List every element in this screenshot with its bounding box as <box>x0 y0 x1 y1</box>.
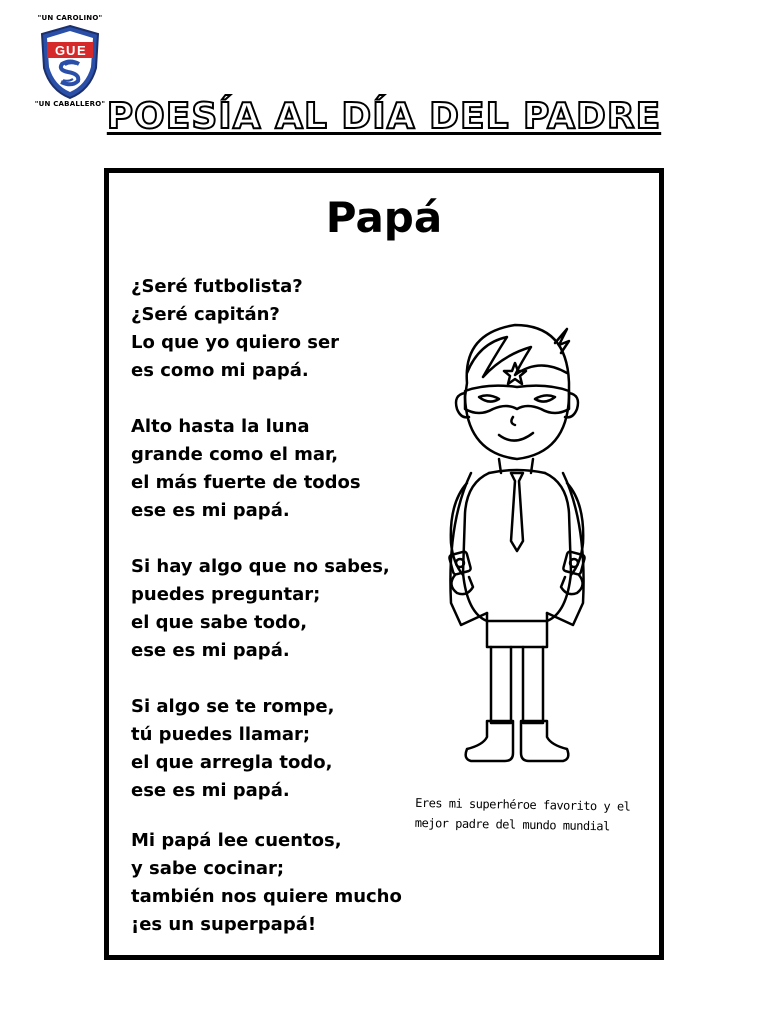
superhero-dad-icon <box>427 313 607 773</box>
poem-line: Lo que yo quiero ser <box>131 332 340 353</box>
logo-bottom-text: "UN CABALLERO" <box>34 100 106 108</box>
poem-line: puedes preguntar; <box>131 584 321 605</box>
caption-line-1: Eres mi superhéroe favorito y el <box>415 795 631 814</box>
logo-letter-g: G <box>55 43 66 58</box>
poem-line: es como mi papá. <box>131 360 309 381</box>
poem-line: el que arregla todo, <box>131 752 333 773</box>
poem-line: y sabe cocinar; <box>131 858 285 879</box>
poem-line: ese es mi papá. <box>131 640 290 661</box>
poem-line: también nos quiere mucho <box>131 886 402 907</box>
logo-letter-u: U <box>66 43 76 58</box>
poem-line: Alto hasta la luna <box>131 416 310 437</box>
logo-top-text: "UN CAROLINO" <box>37 14 103 22</box>
poem-line: tú puedes llamar; <box>131 724 311 745</box>
poem-frame <box>104 168 664 960</box>
poem-body <box>131 273 431 967</box>
stanza-3 <box>131 553 431 665</box>
shield-icon <box>38 24 102 100</box>
page-title: POESÍA AL DÍA DEL PADRE <box>106 96 662 137</box>
stanza-4 <box>131 693 431 805</box>
poem-line: ese es mi papá. <box>131 780 290 801</box>
caption <box>415 793 656 837</box>
stanza-1 <box>131 273 431 385</box>
poem-line: ¡es un superpapá! <box>131 914 317 935</box>
poem-line: grande como el mar, <box>131 444 339 465</box>
poem-line: ese es mi papá. <box>131 500 290 521</box>
poem-line: Si algo se te rompe, <box>131 696 335 717</box>
poem-line: ¿Seré capitán? <box>131 304 280 325</box>
poem-line: Mi papá lee cuentos, <box>131 830 342 851</box>
stanza-2 <box>131 413 431 525</box>
caption-line-2: mejor padre del mundo mundial <box>414 815 610 834</box>
stanza-5 <box>131 827 431 939</box>
poem-line: el más fuerte de todos <box>131 472 361 493</box>
poem-title: Papá <box>325 193 443 242</box>
logo-letter-e: E <box>77 43 86 58</box>
poem-line: ¿Seré futbolista? <box>131 276 303 297</box>
poem-line: el que sabe todo, <box>131 612 308 633</box>
poem-line: Si hay algo que no sabes, <box>131 556 390 577</box>
